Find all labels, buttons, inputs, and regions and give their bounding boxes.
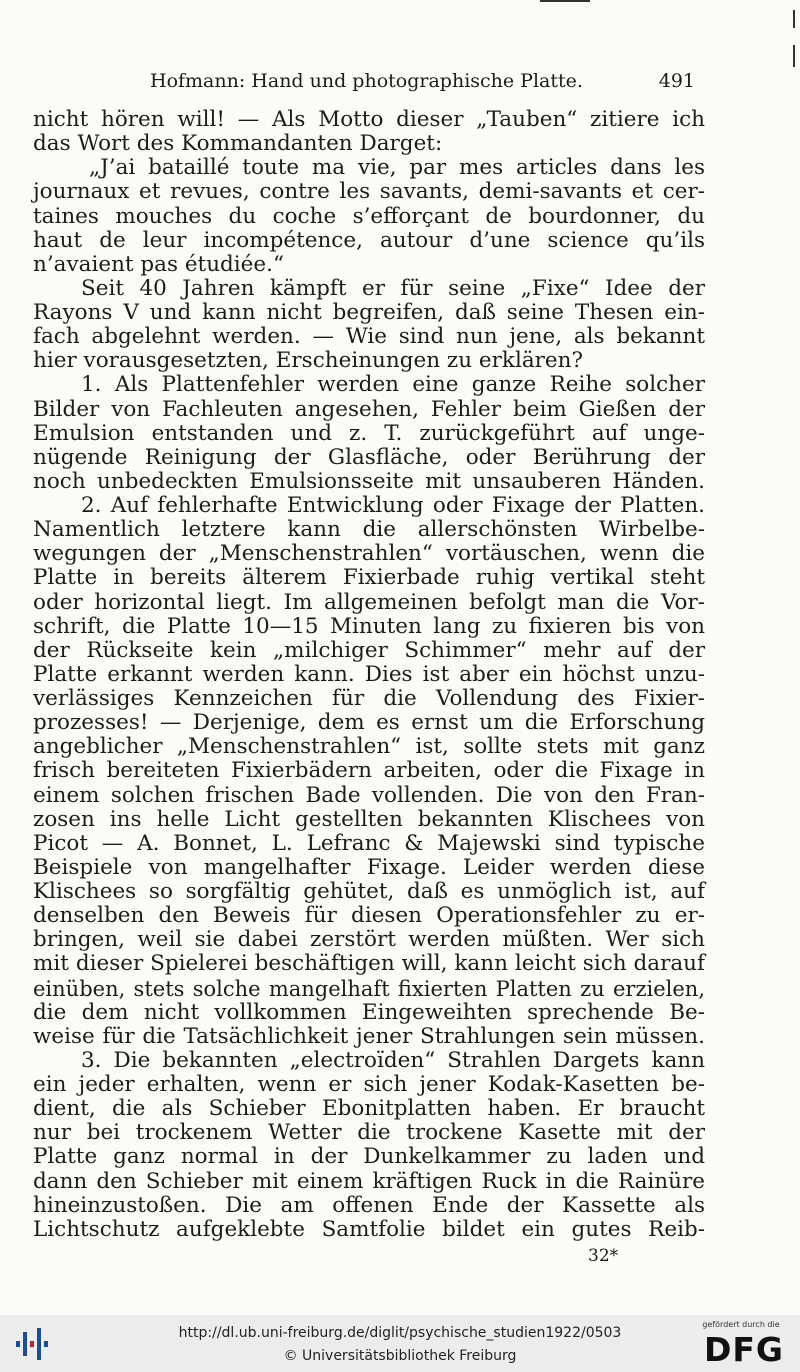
text-line: prozesses! — Derjenige, dem es ernst um die Erforschung xyxy=(33,710,705,736)
text-line: Bilder von Fachleuten angesehen, Fehler beim Gießen der xyxy=(33,396,705,422)
text-line: bringen, weil sie dabei zerstört werden müßten. Wer sich xyxy=(33,927,705,953)
text-line: nicht hören will! — Als Motto dieser „Tauben“ zitiere ich xyxy=(33,107,705,132)
text-line: hineinzustoßen. Die am offenen Ende der Kassette als xyxy=(33,1192,705,1218)
page-number: 491 xyxy=(658,70,695,92)
text-line: Rayons V und kann nicht begreifen, daß seine Thesen ein- xyxy=(33,300,705,325)
text-line: Seit 40 Jahren kämpft er für seine „Fixe“ Idee der xyxy=(81,275,705,301)
text-line: das Wort des Kommandanten Darget: xyxy=(33,131,443,157)
text-line: taines mouches du coche s’efforçant de bourdonner, du xyxy=(33,203,705,229)
text-line: dann den Schieber mit einem kräftigen Ruck in die Rainüre xyxy=(33,1168,705,1194)
text-line: Platte in bereits älterem Fixierbade ruhig vertikal steht xyxy=(33,565,705,591)
dfg-logo: DFG xyxy=(703,1330,785,1369)
text-line: Klischees so sorgfältig gehütet, daß es unmöglich ist, auf xyxy=(33,879,705,904)
text-line: denselben den Beweis für diesen Operationsfehler zu er- xyxy=(33,903,705,929)
text-line: nur bei trockenem Wetter die trockene Kasette mit der xyxy=(33,1120,705,1146)
text-line: frisch bereiteten Fixierbädern arbeiten, oder die Fixage in xyxy=(33,758,705,784)
text-line: dient, die als Schieber Ebonitplatten haben. Er braucht xyxy=(33,1096,705,1122)
text-line: angeblicher „Menschenstrahlen“ ist, sollte stets mit ganz xyxy=(33,734,705,760)
text-line: der Rückseite kein „milchiger Schimmer“ mehr auf der xyxy=(33,637,705,663)
text-line: noch unbedeckten Emulsionsseite mit unsauberen Händen. xyxy=(33,468,705,494)
text-line: Platte ganz normal in der Dunkelkammer zu laden und xyxy=(33,1144,705,1170)
text-line: einüben, stets solche mangelhaft fixierten Platten zu erzielen, xyxy=(33,976,705,1001)
text-line: Lichtschutz aufgeklebte Samtfolie bildet ein gutes Reib- xyxy=(33,1216,705,1242)
text-line: Platte erkannt werden kann. Dies ist aber ein höchst unzu- xyxy=(33,661,705,687)
text-line: nügende Reinigung der Glasfläche, oder Berührung der xyxy=(33,444,705,470)
text-line: hier vorausgesetzten, Erscheinungen zu erklären? xyxy=(33,348,584,374)
text-line: 3. Die bekannten „electroïden“ Strahlen Dargets kann xyxy=(81,1047,705,1073)
text-line: schrift, die Platte 10—15 Minuten lang zu fixieren bis von xyxy=(33,613,705,639)
body-text xyxy=(33,108,705,1242)
viewer-footer xyxy=(0,1315,800,1372)
text-line: 2. Auf fehlerhafte Entwicklung oder Fixage der Platten. xyxy=(81,493,705,518)
text-line: journaux et revues, contre les savants, demi-savants et cer- xyxy=(33,179,705,205)
source-url-link[interactable]: http://dl.ub.uni-freiburg.de/diglit/psychische_studien1922/0503 xyxy=(178,1325,622,1341)
scan-edge-mark xyxy=(793,10,795,28)
text-line: zosen ins helle Licht gestellten bekannten Klischees von xyxy=(33,806,705,832)
text-line: Picot — A. Bonnet, L. Lefranc & Majewski sind typische xyxy=(33,830,705,856)
text-line: wegungen der „Menschenstrahlen“ vortäuschen, wenn die xyxy=(33,541,705,567)
text-line: haut de leur incompétence, autour d’une science qu’ils xyxy=(33,227,705,253)
text-line: fach abgelehnt werden. — Wie sind nun jene, als bekannt xyxy=(33,324,705,350)
text-line: weise für die Tatsächlichkeit jener Strahlungen sein müssen. xyxy=(33,1023,705,1049)
text-line: „J’ai bataillé toute ma vie, par mes articles dans les xyxy=(89,155,705,181)
running-head-title: Hofmann: Hand und photographische Platte. xyxy=(150,70,583,92)
text-line: ein jeder erhalten, wenn er sich jener Kodak-Kasetten be- xyxy=(33,1072,705,1097)
text-line: Namentlich letztere kann die allerschönsten Wirbelbe- xyxy=(33,517,705,543)
text-line: verlässiges Kennzeichen für die Vollendung des Fixier- xyxy=(33,686,705,711)
copyright-notice: © Universitätsbibliothek Freiburg xyxy=(283,1348,517,1364)
text-line: einem solchen frischen Bade vollenden. Die von den Fran- xyxy=(33,782,705,808)
funding-note: gefördert durch die xyxy=(702,1320,780,1329)
text-line: die dem nicht vollkommen Eingeweihten sprechende Be- xyxy=(33,999,705,1025)
text-line: oder horizontal liegt. Im allgemeinen befolgt man die Vor- xyxy=(33,589,705,615)
text-line: mit dieser Spielerei beschäftigen will, kann leicht sich darauf xyxy=(33,951,705,977)
scan-edge-mark xyxy=(540,0,590,2)
text-line: 1. Als Plattenfehler werden eine ganze Reihe solcher xyxy=(81,372,705,398)
text-line: Emulsion entstanden und z. T. zurückgeführt auf unge- xyxy=(33,420,705,446)
text-line: Beispiele von mangelhafter Fixage. Leider werden diese xyxy=(33,854,705,880)
text-line: n’avaient pas étudiée.“ xyxy=(33,251,284,277)
scan-edge-mark xyxy=(793,45,795,67)
signature-mark: 32* xyxy=(588,1246,619,1266)
running-head xyxy=(150,68,695,94)
